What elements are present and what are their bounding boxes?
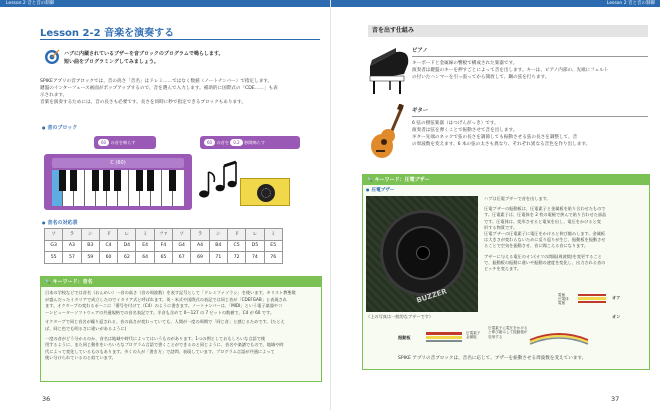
table-cell: 65 [154,252,172,264]
table-cell: ド [99,229,117,241]
piezo-body-label: 圧電体 [558,297,569,302]
guitar-rule [412,116,648,117]
keyword-line: 日本の学校などでは音名（おんめい）一音の高さ（音の周波数）を表す記号として「ドレミファソラシ」を使います。キリスト教聖歌 [45,290,296,295]
footer-explanation: SPIKE アプリの音ブロックは、音名に応じて、ブザーを振動させる周波数を変えています。 [398,356,587,361]
keyword-line: 一度の音がどう分かるのか、音名は地域や時代によってはいうものがあります。1つの例としておもしろいな言語で使 [45,335,266,341]
on-label: オン [612,314,621,319]
guitar-line: ギター先端のネックで弦の長さを調節しても振動させる弦の長さを調整して、音 [412,135,578,140]
table-cell: 60 [99,252,117,264]
table-cell: レ [246,229,264,241]
metal-label: 金属板 [466,335,477,340]
keyword-line: ば、同じ色でも明るさに違いがあるように) [45,325,127,331]
table-cell: E5 [264,240,282,252]
title-rule [40,39,320,40]
buzzer-line: 圧電ブザーの振動板は、圧電素子と金属板を貼り合わせたもので [484,206,606,212]
sub-heading-blocks: ● 音のブロック [42,124,77,131]
block-mid-label: の音を [216,140,230,145]
intro-text [64,50,223,66]
note-chip: 60 [204,139,215,146]
piano-line: 演奏者は鍵盤のキーを押すごとによって音を出します。キーは、ピアノ内部の、先端にフェルト [412,68,609,73]
table-cell: シ [81,229,99,241]
target-icon [44,49,60,65]
black-key [103,170,110,191]
vibration-plate-label: 振動板 [398,335,411,340]
piano-picker [44,154,192,210]
body-line: SPIKEアプリの音ブロックでは、音の高さ「音名」はドレミ……ではなく数値（ノートナンバー）で指定します。 [40,79,273,84]
table-cell: D5 [246,240,264,252]
diagram-piezo [426,336,462,339]
block-label: 秒間鳴らす [244,140,266,145]
table-cell: ラ [191,229,209,241]
guitar-line: 6 弦の撥弦楽器（はつげんがっき）です。 [412,121,499,126]
buzzer-line: です。圧電体は、変形させると電気を出し、電圧をかけると変 [484,218,601,224]
table-cell: レ [118,229,136,241]
body-line: 鍵盤のインターフェース画面がポップアップするので、音を選んで入力します。補助的に国際式の「CDE……」も表 [40,86,278,91]
photo-caption: （上の写真は一般的なブザーです） [366,314,434,319]
buzzer-line: は大きさが変わらないために反り返りが生じ、振動板を振動させ [484,237,606,243]
header-right-text: Lesson 2 音と音の制御 [606,1,655,6]
black-key [147,170,154,191]
keyword-line: ーンピューターソフトウェアの共通規格での音名表記です。半音も含めて 0〜127 の 7 ビットの数値で、C4 が 60 です。 [45,309,275,315]
piano-line: キーボードと金属線の響板で構成された楽器です。 [412,61,518,66]
table-cell: 62 [118,252,136,264]
seconds-chip: 0.2 [230,139,242,146]
bending-plate-diagram [526,326,592,346]
black-key [114,170,121,191]
page-header-bar [331,0,660,7]
table-cell: 55 [45,252,63,264]
buzzer-line: ブザーに与える電圧のオン(オフの間隔(周波数)を変更すること [484,253,602,259]
body-line: 音楽を演奏するためには、音の長さも必要です。長さを同時に秒で指定できるブロックもあります。 [40,100,246,105]
keyword-line: 用するように、また同じ動作をいろいろなプログラム言語で書くことができるのと同じように、音名や楽譜でもので、地域や時 [45,342,284,348]
keyword-line: オクターブで同じ音名が繰り返される、音の高さが変わっていても、人間が一度の周期で「同じ音」と感じるためです。(たとえ [45,319,285,325]
keyword-heading: 🔍 キーワード：圧電ブザー [363,175,649,185]
buzzer-line: 圧電ブザーの圧電素子に電圧をかけると伸び縮みします。金属板 [484,231,606,237]
black-key [59,170,66,191]
keyword-box-note-names [40,276,322,382]
buzzer-hole [416,246,430,260]
guitar-line: 演奏者は弦を弾くことで振動させて音を出します。 [412,128,518,133]
table-cell: F4 [154,240,172,252]
black-key [169,170,176,191]
buzzer-line: ピッチを変えます。 [484,266,522,272]
page-number-left: 36 [42,395,51,403]
electrode-layer [578,301,606,303]
sub-heading-note-table: ● 音名の対応表 [42,219,78,226]
table-cell: シ [209,229,227,241]
buzzer-photo [366,196,478,312]
table-cell: B4 [209,240,227,252]
buzzer-print: BUZZER [415,287,448,305]
section-title: 音を出す仕組み [368,25,648,37]
diagram-metal [426,340,462,342]
table-cell: ミ [264,229,282,241]
diagram-electrode [426,332,462,335]
note-name-table [44,228,283,264]
sub-heading-buzzer: ● 圧電ブザー [366,187,394,193]
diagram-note: 圧電素子に電圧をかけると伸び縮みして振動板が変形する [488,326,528,339]
block-label: の音を鳴らす [110,140,136,145]
buzzer-line: ることで空気を振動させ、音に聞こえる音になります。 [484,243,589,249]
table-cell: E4 [136,240,154,252]
buzzer-line: 形する物質です。 [484,224,518,230]
buzzer-description [484,196,606,272]
play-note-for-seconds-block [200,136,300,149]
electrode-layer [578,294,606,296]
keyword-line: 代によって変化しているものもあります。多くの人が「書き方」で話問、表現しています。プログラム言語が共通によって [45,348,275,354]
keyword-line: ます。オクターブの変わるポーニに「番号を付けて（C4）のように書きます。ノートナンバーは、「MIDI」という電子楽器やコ [45,303,283,309]
piano-title: ピアノ [412,48,428,54]
hub-buzzer [240,178,290,206]
table-cell: 69 [191,252,209,264]
table-cell: A3 [63,240,81,252]
grand-piano-icon [366,46,412,96]
black-key [70,170,77,191]
page-header-bar [0,0,330,7]
piezo-layer [578,297,606,300]
table-cell: G3 [45,240,63,252]
table-cell: 76 [264,252,282,264]
piano-keys [52,170,184,206]
table-cell: D4 [118,240,136,252]
table-cell: C4 [99,240,117,252]
table-cell: ソ [45,229,63,241]
black-key [136,170,143,191]
header-left-text: Lesson 2 音と音の制御 [6,1,55,6]
intro-line-1: ハブに内蔵されているブザーを音ブロックのプログラムで鳴らします。 [64,51,224,57]
table-cell: B3 [81,240,99,252]
table-cell: ラ [63,229,81,241]
table-cell: A4 [191,240,209,252]
keyword-line: が盛んだったイタリアで成立したのでイタリア式と呼ばれます。英・米式や国際式の表記では同じ音が「CDEFGAB」と表現され [45,296,287,302]
guitar-description [412,120,590,148]
table-cell: G4 [173,240,191,252]
keyword-heading: 🔍 キーワード：音名 [41,277,321,287]
table-cell: 67 [173,252,191,264]
piano-selected-note: C (60) [52,158,184,168]
body-paragraph [40,78,326,106]
off-label: オフ [612,295,621,300]
piano-line: の付いたハンマーを引っ張ってから開放して、鋼の弦を打ちます。 [412,75,550,80]
table-cell: 71 [209,252,227,264]
table-cell: 59 [81,252,99,264]
play-note-block [94,136,156,149]
table-cell: ミ [136,229,154,241]
keyword-line: 使い分けられているのと似ています。 [45,355,116,361]
table-row [45,252,283,264]
intro-line-2: 短い曲をプログラミングしてみましょう。 [64,59,159,65]
speaker-grille [257,184,275,202]
page-number-right: 37 [611,395,620,403]
table-cell: ファ [154,229,172,241]
table-cell: 64 [136,252,154,264]
buzzer-line: す。圧電素子は、圧電体を 2 枚の電極で挟んで貼り合わせた部品 [484,212,607,218]
piano-rule [412,56,648,57]
electrode-label: 電極 [558,301,566,306]
buzzer-line: ハブは圧電ブザーで音を出します。 [484,196,551,201]
table-cell: C5 [227,240,245,252]
guitar-icon [368,104,404,164]
black-key [92,170,99,191]
diagram-small-labels [466,331,480,339]
diagram-layer-labels [558,293,569,306]
guitar-line: の周波数を変えます。6 本の弦の太さも異なり、それぞれ異なる音色を作り出します。 [412,142,591,147]
table-row [45,240,283,252]
note-chip: 60 [98,139,109,146]
lesson-title: Lesson 2-2 音楽を演奏する [40,28,175,39]
table-cell: 72 [227,252,245,264]
piano-description [412,60,608,81]
electrode-label: 電極 [558,293,566,297]
guitar-title: ギター [412,108,429,114]
keyword-body [41,287,321,365]
piezo-small-label: 圧電素子 [466,331,481,335]
table-cell: 74 [246,252,264,264]
table-cell: ド [227,229,245,241]
buzzer-line: で、振動板の振動に違いや振動の速度を変化し、出力される音の [484,259,606,265]
music-notes-icon [196,160,238,206]
table-row [45,229,283,241]
table-cell: 57 [63,252,81,264]
table-cell: ソ [173,229,191,241]
body-line: 示されます。 [40,93,68,98]
